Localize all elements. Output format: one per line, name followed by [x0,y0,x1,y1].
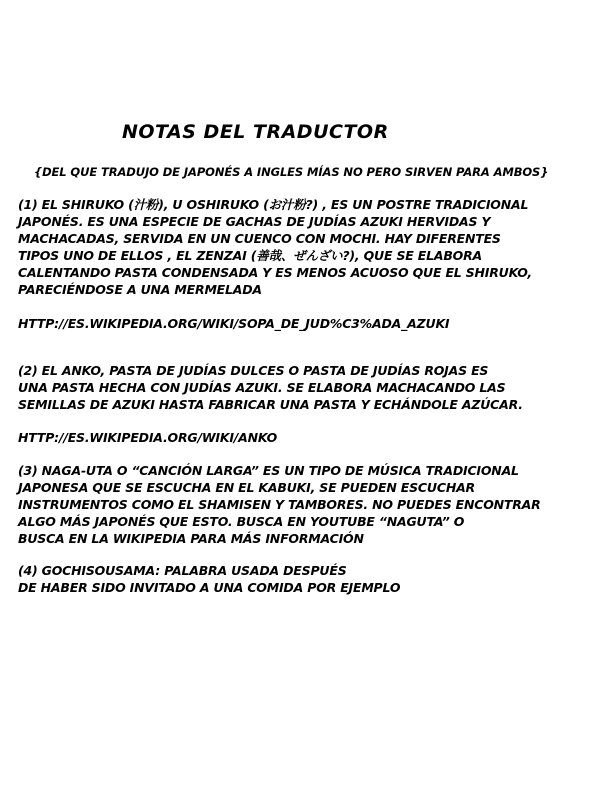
note-2-line-3: SEMILLAS DE AZUKI HASTA FABRICAR UNA PASTA Y ECHÁNDOLE AZÚCAR. [18,397,523,412]
note-4-line-2: DE HABER SIDO INVITADO A UNA COMIDA POR EJEMPLO [18,580,401,595]
note-2-line-1: (2) EL ANKO, PASTA DE JUDÍAS DULCES O PASTA DE JUDÍAS ROJAS ES [18,363,489,378]
note-3-line-2: JAPONESA QUE SE ESCUCHA EN EL KABUKI, SE PUEDEN ESCUCHAR [18,480,475,495]
note-1-line-3: MACHACADAS, SERVIDA EN UN CUENCO CON MOCHI. HAY DIFERENTES [18,231,501,246]
note-2-line-2: UNA PASTA HECHA CON JUDÍAS AZUKI. SE ELABORA MACHACANDO LAS [18,380,506,395]
page-subtitle: {DEL QUE TRADUJO DE JAPONÉS A INGLES MÍAS NO PERO SIRVEN PARA AMBOS} [34,165,549,179]
page-title: NOTAS DEL TRADUCTOR [122,121,389,143]
note-2-link[interactable]: HTTP://ES.WIKIPEDIA.ORG/WIKI/ANKO [18,430,278,445]
note-1-line-1: (1) EL SHIRUKO (汁粉), U OSHIRUKO (お汁粉?) , ES UN POSTRE TRADICIONAL [18,197,529,212]
note-1-link[interactable]: HTTP://ES.WIKIPEDIA.ORG/WIKI/SOPA_DE_JUD%C3%ADA_AZUKI [18,316,450,331]
note-3-line-1: (3) NAGA-UTA O “CANCIÓN LARGA” ES UN TIPO DE MÚSICA TRADICIONAL [18,463,519,478]
note-1-line-4: TIPOS UNO DE ELLOS , EL ZENZAI (善哉、ぜんざい?), QUE SE ELABORA [18,248,483,263]
note-1-line-2: JAPONÉS. ES UNA ESPECIE DE GACHAS DE JUDÍAS AZUKI HERVIDAS Y [18,214,491,229]
note-1-line-5: CALENTANDO PASTA CONDENSADA Y ES MENOS ACUOSO QUE EL SHIRUKO, [18,265,532,280]
note-3-line-4: ALGO MÁS JAPONÉS QUE ESTO. BUSCA EN YOUTUBE “NAGUTA” O [18,514,465,529]
note-4-line-1: (4) GOCHISOUSAMA: PALABRA USADA DESPUÉS [18,563,347,578]
note-1-line-6: PARECIÉNDOSE A UNA MERMELADA [18,282,262,297]
note-3-line-5: BUSCA EN LA WIKIPEDIA PARA MÁS INFORMACIÓN [18,531,364,546]
note-3-line-3: INSTRUMENTOS COMO EL SHAMISEN Y TAMBORES. NO PUEDES ENCONTRAR [18,497,541,512]
